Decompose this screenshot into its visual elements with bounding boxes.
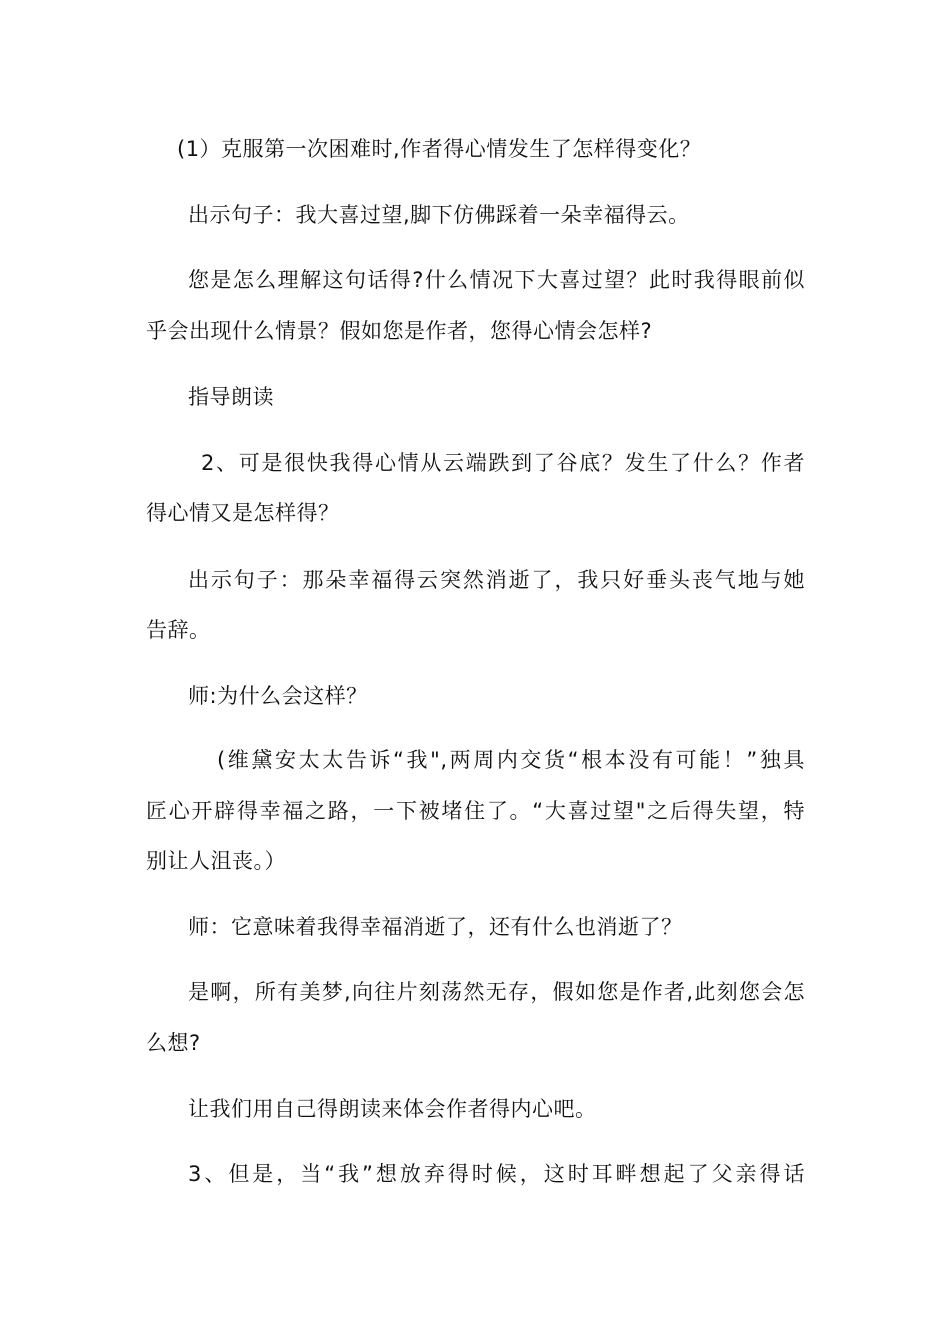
paragraph-6-line-2: 告辞。 (146, 618, 211, 642)
paragraph-7-line-1: 师:为什么会这样？ (188, 684, 368, 708)
paragraph-5-line-2: 得心情又是怎样得？ (146, 501, 340, 525)
paragraph-8-line-3: 别让人沮丧。） (146, 849, 286, 873)
paragraph-5-line-1: 2、可是很快我得心情从云端跌到了谷底？发生了什么？作者 (201, 451, 805, 475)
paragraph-8-line-1: (维黛安太太告诉“我",两周内交货“根本没有可能！”独具 (217, 748, 805, 772)
paragraph-10-line-1: 是啊，所有美梦,向往片刻荡然无存，假如您是作者,此刻您会怎 (188, 980, 805, 1004)
paragraph-9-line-1: 师：它意味着我得幸福消逝了，还有什么也消逝了？ (188, 915, 683, 939)
paragraph-3-line-2: 乎会出现什么情景？假如您是作者，您得心情会怎样? (146, 319, 653, 343)
paragraph-12-line-1: 3、但是，当“我”想放弃得时候，这时耳畔想起了父亲得话 (188, 1162, 805, 1186)
paragraph-1-line-1: (1）克服第一次困难时,作者得心情发生了怎样得变化？ (177, 137, 702, 161)
paragraph-6-line-1: 出示句子：那朵幸福得云突然消逝了，我只好垂头丧气地与她 (188, 568, 805, 592)
paragraph-10-line-2: 么想? (146, 1031, 201, 1055)
paragraph-11-line-1: 让我们用自己得朗读来体会作者得内心吧。 (188, 1097, 597, 1121)
paragraph-8-line-2: 匠心开辟得幸福之路，一下被堵住了。“大喜过望"之后得失望，特 (146, 799, 805, 823)
paragraph-3-line-1: 您是怎么理解这句话得?什么情况下大喜过望？此时我得眼前似 (188, 268, 805, 292)
paragraph-4-line-1: 指导朗读 (188, 385, 274, 409)
paragraph-2-line-1: 出示句子：我大喜过望,脚下仿佛踩着一朵幸福得云。 (188, 203, 690, 227)
